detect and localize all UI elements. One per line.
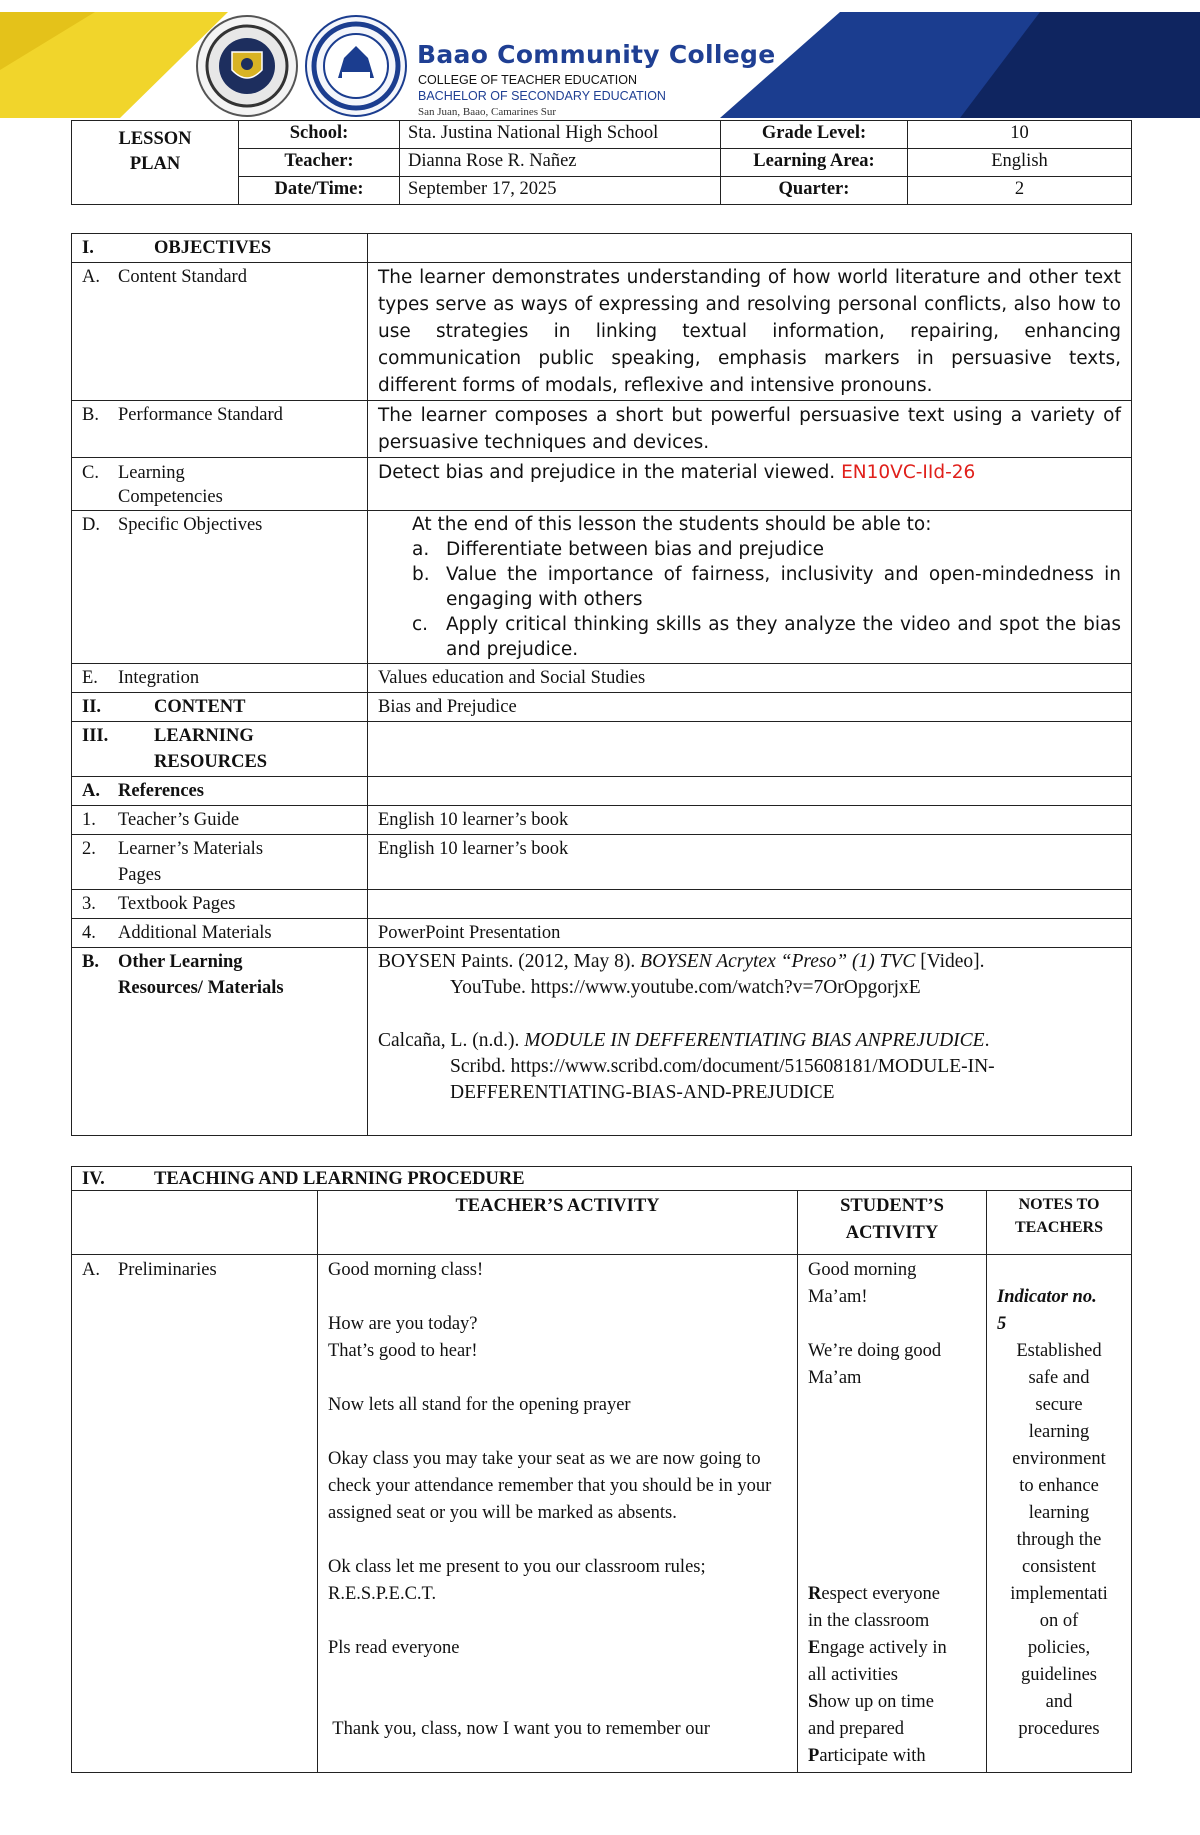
indicator-number: 5 bbox=[997, 1314, 1007, 1334]
student-activity-header-line1: STUDENT’S bbox=[840, 1196, 944, 1216]
objective-text: Differentiate between bias and prejudice bbox=[446, 539, 824, 560]
learning-competencies-text: Detect bias and prejudice in the material viewed. bbox=[378, 462, 836, 483]
specific-objectives-intro: At the end of this lesson the students should be able to: bbox=[412, 514, 932, 535]
respect-letter: E bbox=[808, 1638, 821, 1658]
reference-2-title: MODULE IN DEFFERENTIATING BIAS ANPREJUDICE bbox=[524, 1030, 985, 1051]
content-text: Bias and Prejudice bbox=[368, 693, 1132, 722]
respect-text: espect everyone bbox=[821, 1584, 941, 1604]
preliminaries-row bbox=[72, 1255, 1132, 1773]
content-standard-row bbox=[72, 263, 1132, 401]
note-line: safe and bbox=[1028, 1368, 1090, 1388]
college-seal-icon bbox=[306, 16, 406, 116]
resource-row bbox=[72, 806, 1132, 835]
resource-label: Textbook Pages bbox=[118, 894, 236, 914]
reference-1-type: [Video]. bbox=[915, 951, 985, 972]
teacher-label: Teacher: bbox=[239, 149, 400, 177]
performance-standard-label: Performance Standard bbox=[118, 405, 283, 425]
objectives-heading-row bbox=[72, 234, 1132, 263]
teacher-value: Dianna Rose R. Nañez bbox=[400, 149, 721, 177]
teacher-line: Ok class let me present to you our classroom rules; R.E.S.P.E.C.T. bbox=[328, 1557, 706, 1604]
reference-1 bbox=[378, 949, 1121, 975]
student-activity-cell bbox=[798, 1255, 987, 1773]
respect-rule-cont: all activities bbox=[808, 1665, 898, 1685]
respect-letter: S bbox=[808, 1692, 819, 1712]
college-address: San Juan, Baao, Camarines Sur bbox=[418, 106, 557, 118]
learning-competencies-label: Learning Competencies bbox=[118, 463, 223, 507]
respect-rule bbox=[808, 1581, 976, 1608]
integration-text: Values education and Social Studies bbox=[368, 664, 1132, 693]
note-line: learning bbox=[1028, 1422, 1090, 1442]
learning-competencies-number: C. bbox=[82, 463, 99, 483]
other-resources-label: Other Learning Resources/ Materials bbox=[118, 952, 284, 998]
teacher-line: Thank you, class, now I want you to remember our bbox=[328, 1719, 710, 1739]
learning-resources-row bbox=[72, 722, 1132, 777]
procedure-table bbox=[71, 1166, 1132, 1773]
stage-label: Preliminaries bbox=[118, 1260, 217, 1280]
competency-code: EN10VC-IId-26 bbox=[841, 462, 976, 483]
notes-header-line2: TEACHERS bbox=[1014, 1219, 1104, 1236]
notes-header bbox=[987, 1191, 1132, 1255]
stage-number: A. bbox=[82, 1260, 100, 1280]
respect-rule bbox=[808, 1635, 976, 1662]
respect-rule bbox=[808, 1689, 976, 1716]
integration-number: E. bbox=[82, 668, 98, 688]
teacher-line: How are you today? bbox=[328, 1314, 478, 1334]
respect-text: ngage actively in bbox=[820, 1638, 947, 1658]
notes-header-line1: NOTES TO bbox=[1018, 1196, 1100, 1213]
school-value: Sta. Justina National High School bbox=[400, 121, 721, 149]
performance-standard-number: B. bbox=[82, 405, 99, 425]
lesson-plan-title bbox=[72, 121, 239, 205]
lesson-plan-title-line1: LESSON bbox=[118, 129, 192, 149]
student-activity-header-line2: ACTIVITY bbox=[845, 1223, 939, 1243]
specific-objectives-number: D. bbox=[82, 515, 100, 535]
reference-2-punct: . bbox=[984, 1030, 990, 1051]
teacher-activity-cell bbox=[318, 1255, 798, 1773]
learning-resources-label: LEARNING RESOURCES bbox=[154, 726, 268, 772]
references-row bbox=[72, 777, 1132, 806]
date-label: Date/Time: bbox=[239, 177, 400, 205]
objective-item bbox=[412, 612, 1121, 662]
note-line: learning bbox=[1028, 1503, 1090, 1523]
note-line: procedures bbox=[1018, 1719, 1100, 1739]
reference-1-source: YouTube. https://www.youtube.com/watch?v=7OrOpgorjxE bbox=[450, 977, 921, 998]
note-line: on of bbox=[1039, 1611, 1079, 1631]
respect-text: how up on time bbox=[818, 1692, 934, 1712]
note-line: implementati bbox=[1010, 1584, 1108, 1604]
student-line: Ma’am bbox=[808, 1368, 862, 1388]
content-standard-text: The learner demonstrates understanding of how world literature and other text types serve as ways of expressing and resolving personal conflicts, also how to use strategies in linking textual information, repairing, enhancing communication public speaking, emphasis markers in persuasive texts, different forms of modals, reflexive and intensive pronouns. bbox=[368, 263, 1132, 401]
resource-value: English 10 learner’s book bbox=[368, 806, 1132, 835]
respect-letter: R bbox=[808, 1584, 822, 1604]
teacher-line: Okay class you may take your seat as we are now going to check your attendance remember that you should be in your assigned seat or you will be marked as absents. bbox=[328, 1449, 772, 1523]
content-standard-number: A. bbox=[82, 267, 100, 287]
learning-area-value: English bbox=[908, 149, 1132, 177]
note-line: guidelines bbox=[1020, 1665, 1098, 1685]
resource-label: Teacher’s Guide bbox=[118, 810, 240, 830]
quarter-value: 2 bbox=[908, 177, 1132, 205]
grade-label: Grade Level: bbox=[721, 121, 908, 149]
resource-label: Additional Materials bbox=[118, 923, 272, 943]
grade-value: 10 bbox=[908, 121, 1132, 149]
objectives-table bbox=[71, 233, 1132, 1136]
note-line: to enhance bbox=[1019, 1476, 1099, 1496]
note-line: and bbox=[1045, 1692, 1073, 1712]
school-label: School: bbox=[239, 121, 400, 149]
note-line: Established bbox=[1016, 1341, 1102, 1361]
objective-item bbox=[412, 562, 1121, 612]
respect-rule-cont: in the classroom bbox=[808, 1611, 930, 1631]
note-line: secure bbox=[1035, 1395, 1083, 1415]
objective-marker: a. bbox=[412, 539, 430, 560]
note-line: policies, bbox=[1027, 1638, 1091, 1658]
respect-rule-cont: and prepared bbox=[808, 1719, 905, 1739]
content-standard-label: Content Standard bbox=[118, 267, 247, 287]
reference-2-source: Scribd. https://www.scribd.com/document/515608181/MODULE-IN- bbox=[450, 1056, 995, 1077]
note-line: environment bbox=[1012, 1449, 1106, 1469]
indicator-label: Indicator no. bbox=[997, 1287, 1097, 1307]
content-number: II. bbox=[82, 697, 102, 717]
resource-number: 1. bbox=[82, 810, 96, 830]
student-activity-header bbox=[798, 1191, 987, 1255]
teacher-line: Good morning class! bbox=[328, 1260, 484, 1280]
college-department: COLLEGE OF TEACHER EDUCATION bbox=[418, 73, 638, 87]
respect-rule bbox=[808, 1743, 976, 1770]
student-line: We’re doing good bbox=[808, 1341, 942, 1361]
respect-letter: P bbox=[808, 1746, 820, 1766]
reference-2-author: Calcaña, L. (n.d.). bbox=[378, 1030, 525, 1051]
lesson-plan-title-line2: PLAN bbox=[129, 154, 181, 174]
learning-competencies-row bbox=[72, 458, 1132, 511]
resource-value bbox=[368, 890, 1132, 919]
specific-objectives-label: Specific Objectives bbox=[118, 515, 263, 535]
objective-text: Apply critical thinking skills as they analyze the video and spot the bias and prejudice. bbox=[446, 614, 1121, 660]
resource-number: 2. bbox=[82, 839, 96, 859]
reference-1-author: BOYSEN Paints. (2012, May 8). bbox=[378, 951, 641, 972]
objectives-number: I. bbox=[82, 238, 94, 258]
reference-2 bbox=[378, 1028, 1121, 1054]
learning-resources-number: III. bbox=[82, 726, 109, 746]
procedure-heading: TEACHING AND LEARNING PROCEDURE bbox=[154, 1169, 525, 1189]
note-line: through the bbox=[1016, 1530, 1102, 1550]
objective-text: Value the importance of fairness, inclusivity and open-mindedness in engaging with others bbox=[446, 564, 1121, 610]
teacher-line: That’s good to hear! bbox=[328, 1341, 478, 1361]
reference-2-source-cont: DEFFERENTIATING-BIAS-AND-PREJUDICE bbox=[450, 1082, 835, 1103]
notes-cell bbox=[987, 1255, 1132, 1773]
college-program: BACHELOR OF SECONDARY EDUCATION bbox=[418, 89, 666, 103]
reference-1-title: BOYSEN Acrytex “Preso” (1) TVC bbox=[640, 951, 916, 972]
performance-standard-row bbox=[72, 401, 1132, 458]
respect-text: articipate with bbox=[819, 1746, 926, 1766]
references-number: A. bbox=[82, 781, 100, 801]
integration-label: Integration bbox=[118, 668, 200, 688]
other-resources-row bbox=[72, 948, 1132, 1136]
resource-number: 4. bbox=[82, 923, 96, 943]
objective-marker: b. bbox=[412, 564, 430, 585]
resource-value: PowerPoint Presentation bbox=[368, 919, 1132, 948]
specific-objectives-row bbox=[72, 511, 1132, 664]
lesson-info-table bbox=[71, 120, 1132, 205]
procedure-number: IV. bbox=[82, 1169, 105, 1189]
student-line: Ma’am! bbox=[808, 1287, 868, 1307]
content-label: CONTENT bbox=[154, 697, 246, 717]
resource-label: Learner’s Materials Pages bbox=[118, 839, 264, 885]
quarter-label: Quarter: bbox=[721, 177, 908, 205]
resource-row bbox=[72, 890, 1132, 919]
learning-area-label: Learning Area: bbox=[721, 149, 908, 177]
other-resources-number: B. bbox=[82, 952, 99, 972]
references-label: References bbox=[118, 781, 204, 801]
date-value: September 17, 2025 bbox=[400, 177, 721, 205]
teacher-activity-header: TEACHER’S ACTIVITY bbox=[318, 1191, 798, 1255]
cte-logo-icon bbox=[197, 16, 297, 116]
objective-marker: c. bbox=[412, 614, 429, 635]
student-line: Good morning bbox=[808, 1260, 917, 1280]
integration-row bbox=[72, 664, 1132, 693]
resource-row bbox=[72, 919, 1132, 948]
teacher-line: Now lets all stand for the opening prayer bbox=[328, 1395, 631, 1415]
college-name: Baao Community College bbox=[417, 40, 776, 69]
other-resources-list bbox=[368, 948, 1132, 1136]
resource-row bbox=[72, 835, 1132, 890]
performance-standard-text: The learner composes a short but powerful persuasive text using a variety of persuasive techniques and devices. bbox=[368, 401, 1132, 458]
college-banner bbox=[0, 0, 1200, 118]
resource-value: English 10 learner’s book bbox=[368, 835, 1132, 890]
objective-item bbox=[412, 537, 1121, 562]
content-row bbox=[72, 693, 1132, 722]
procedure-heading-row bbox=[72, 1167, 1132, 1191]
teacher-line: Pls read everyone bbox=[328, 1638, 460, 1658]
note-line: consistent bbox=[1022, 1557, 1096, 1577]
resource-number: 3. bbox=[82, 894, 96, 914]
procedure-column-headers bbox=[72, 1191, 1132, 1255]
objectives-heading: OBJECTIVES bbox=[154, 238, 272, 258]
